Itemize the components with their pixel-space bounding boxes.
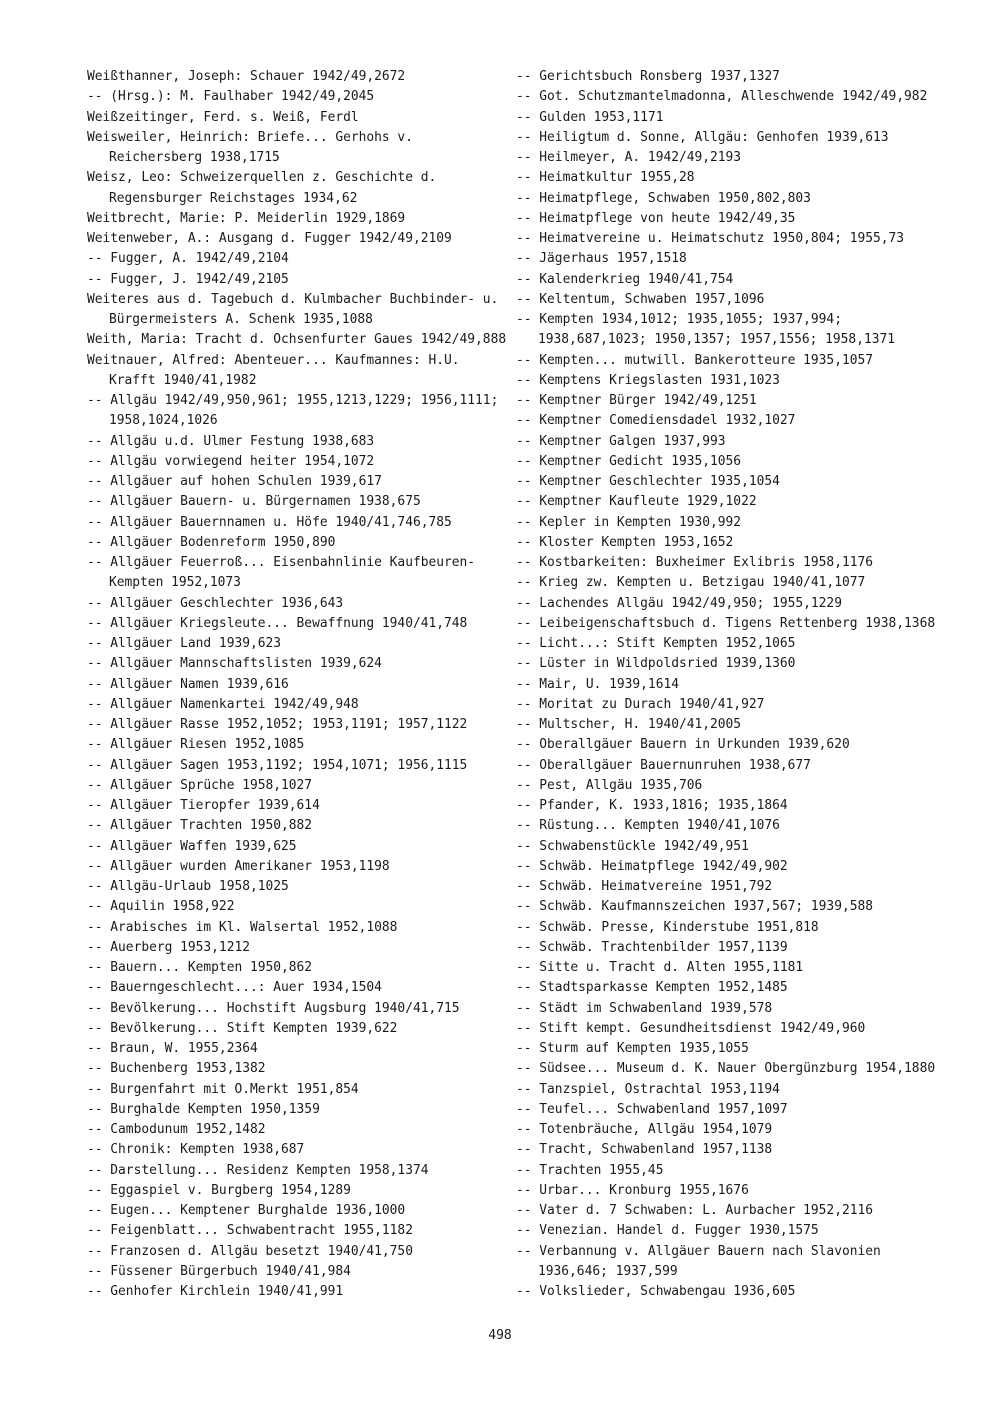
index-entry: -- Vater d. 7 Schwaben: L. Aurbacher 1952,2116 [516,1203,873,1218]
index-entry: -- Fugger, J. 1942/49,2105 [87,271,289,287]
index-entry: -- Aquilin 1958,922 [87,899,235,915]
index-entry: Weisz, Leo: Schweizerquellen z. Geschichte d. Regensburger Reichstages 1934,62 [87,170,437,206]
index-entry: -- Schwäb. Heimatvereine 1951,792 [516,879,773,894]
index-entry: -- Kemptens Kriegslasten 1931,1023 [516,372,780,388]
index-entry: -- Heimatkultur 1955,28 [516,170,695,186]
index-entry: -- Volkslieder, Schwabengau 1936,605 [516,1284,796,1299]
right-column [516,67,936,1302]
index-entry: -- Kalenderkrieg 1940/41,754 [516,271,734,287]
index-entry: -- Braun, W. 1955,2364 [87,1041,258,1056]
index-entry: -- Fugger, A. 1942/49,2104 [87,251,289,267]
index-entry: -- Tanzspiel, Ostrachtal 1953,1194 [516,1081,780,1097]
index-entry: -- Teufel... Schwabenland 1957,1097 [516,1101,788,1117]
index-entry: -- Buchenberg 1953,1382 [87,1061,266,1077]
index-entry: -- Allgäuer Riesen 1952,1085 [87,737,305,753]
page-number: 498 [488,1328,512,1343]
index-entry: -- Kostbarkeiten: Buxheimer Exlibris 1958,1176 [516,555,873,570]
index-entry: -- Darstellung... Residenz Kempten 1958,1374 [87,1162,429,1178]
index-entry: -- Südsee... Museum d. K. Nauer Obergünzburg 1954,1880 [516,1061,936,1077]
index-entry: -- Lüster in Wildpoldsried 1939,1360 [516,656,796,672]
index-entry: -- Allgäuer Tieropfer 1939,614 [87,798,320,813]
index-entry: -- Heimatvereine u. Heimatschutz 1950,804; 1955,73 [516,231,905,246]
index-entry: -- Heimatpflege von heute 1942/49,35 [516,210,796,226]
index-entry: -- Burghalde Kempten 1950,1359 [87,1101,320,1117]
index-entry: -- Got. Schutzmantelmadonna, Alleschwende 1942/49,982 [516,89,928,105]
index-entry: -- Genhofer Kirchlein 1940/41,991 [87,1284,344,1299]
index-entry: -- Allgäuer Mannschaftslisten 1939,624 [87,656,382,672]
index-entry: -- Schwäb. Presse, Kinderstube 1951,818 [516,919,819,935]
index-entry: -- Allgäuer Bauernnamen u. Höfe 1940/41,746,785 [87,514,452,530]
index-entry: -- Venezian. Handel d. Fugger 1930,1575 [516,1223,819,1239]
index-entry: -- Allgäu u.d. Ulmer Festung 1938,683 [87,433,375,449]
index-entry: -- Gulden 1953,1171 [516,109,664,125]
index-entry: -- Bevölkerung... Stift Kempten 1939,622 [87,1020,398,1036]
index-entry: -- Totenbräuche, Allgäu 1954,1079 [516,1122,773,1137]
index-entry: -- Moritat zu Durach 1940/41,927 [516,696,765,712]
index-entry: Weißzeitinger, Ferd. s. Weiß, Ferdl [87,109,359,125]
index-entry: -- Allgäuer Geschlechter 1936,643 [87,595,344,611]
index-entry: -- Kempten... mutwill. Bankerotteure 1935,1057 [516,352,873,368]
index-entry: -- Mair, U. 1939,1614 [516,676,679,692]
index-entry: -- Allgäuer Sprüche 1958,1027 [87,777,313,793]
index-entry: -- Franzosen d. Allgäu besetzt 1940/41,750 [87,1243,413,1259]
index-entry: -- Burgenfahrt mit O.Merkt 1951,854 [87,1081,359,1097]
index-entry: -- Allgäu 1942/49,950,961; 1955,1213,1229; 1956,1111; 1958,1024,1026 [87,393,499,429]
index-entry: -- Gerichtsbuch Ronsberg 1937,1327 [516,69,780,84]
index-entry: -- Multscher, H. 1940/41,2005 [516,717,742,732]
index-entry: -- Schwäb. Kaufmannszeichen 1937,567; 1939,588 [516,899,873,915]
index-entry: -- Rüstung... Kempten 1940/41,1076 [516,818,780,834]
index-entry: Weitbrecht, Marie: P. Meiderlin 1929,1869 [87,210,406,226]
index-entry: -- Kemptner Geschlechter 1935,1054 [516,474,780,489]
index-entry: -- Auerberg 1953,1212 [87,939,250,955]
index-entry: -- Leibeigenschaftsbuch d. Tigens Rettenberg 1938,1368 [516,615,936,631]
index-entry: -- Allgäuer Bodenreform 1950,890 [87,534,336,550]
index-entry: -- Feigenblatt... Schwabentracht 1955,1182 [87,1223,413,1239]
index-entry: -- Städt im Schwabenland 1939,578 [516,1000,773,1016]
index-entry: -- Allgäuer Namenkartei 1942/49,948 [87,696,359,712]
index-entry: -- Bauerngeschlecht...: Auer 1934,1504 [87,980,382,996]
index-entry: -- Tracht, Schwabenland 1957,1138 [516,1142,773,1158]
index-entry: -- Arabisches im Kl. Walsertal 1952,1088 [87,919,398,935]
index-entry: -- Kemptner Bürger 1942/49,1251 [516,393,757,408]
index-entry: -- Sitte u. Tracht d. Alten 1955,1181 [516,960,804,975]
index-entry: -- Allgäuer Rasse 1952,1052; 1953,1191; 1957,1122 [87,717,468,732]
index-entry: -- Eugen... Kemptener Burghalde 1936,1000 [87,1203,406,1218]
index-entry: -- Pest, Allgäu 1935,706 [516,777,703,793]
index-entry: -- Krieg zw. Kempten u. Betzigau 1940/41,1077 [516,575,866,591]
index-entry: -- Kemptner Comediensdadel 1932,1027 [516,413,796,429]
index-entry: -- Kemptner Kaufleute 1929,1022 [516,494,757,510]
index-entry: -- Chronik: Kempten 1938,687 [87,1142,305,1158]
index-entry: -- Kloster Kempten 1953,1652 [516,534,734,550]
index-entry: -- (Hrsg.): M. Faulhaber 1942/49,2045 [87,89,375,105]
index-entry: -- Allgäu-Urlaub 1958,1025 [87,879,289,894]
index-entry: -- Licht...: Stift Kempten 1952,1065 [516,636,796,651]
index-entry: Weisweiler, Heinrich: Briefe... Gerhohs v. Reichersberg 1938,1715 [87,129,413,165]
index-entry: -- Allgäuer Land 1939,623 [87,636,282,651]
index-entry: -- Allgäuer Kriegsleute... Bewaffnung 1940/41,748 [87,615,468,631]
index-entry: Weiteres aus d. Tagebuch d. Kulmbacher Buchbinder- u. Bürgermeisters A. Schenk 1935,1088 [87,291,499,327]
index-entry: -- Cambodunum 1952,1482 [87,1122,266,1137]
index-entry: -- Oberallgäuer Bauernunruhen 1938,677 [516,757,811,773]
index-entry: -- Kemptner Gedicht 1935,1056 [516,453,742,469]
index-entry: -- Trachten 1955,45 [516,1162,664,1178]
index-entry: Weith, Maria: Tracht d. Ochsenfurter Gaues 1942/49,888 [87,332,507,348]
index-entry: -- Allgäuer wurden Amerikaner 1953,1198 [87,858,390,874]
index-entry: -- Allgäuer Feuerroß... Eisenbahnlinie Kaufbeuren-Kempten 1952,1073 [87,555,476,591]
index-entry: -- Verbannung v. Allgäuer Bauern nach Slavonien 1936,646; 1937,599 [516,1243,881,1279]
index-entry: -- Heilmeyer, A. 1942/49,2193 [516,150,742,165]
index-entry: -- Schwabenstückle 1942/49,951 [516,838,749,854]
index-entry: Weitnauer, Alfred: Abenteuer... Kaufmannes: H.U. Krafft 1940/41,1982 [87,352,460,388]
index-entry: -- Stadtsparkasse Kempten 1952,1485 [516,980,788,996]
index-entry: Weitenweber, A.: Ausgang d. Fugger 1942/49,2109 [87,231,452,246]
index-entry: -- Stift kempt. Gesundheitsdienst 1942/49,960 [516,1020,866,1036]
index-entry: -- Lachendes Allgäu 1942/49,950; 1955,1229 [516,595,842,611]
index-entry: Weißthanner, Joseph: Schauer 1942/49,2672 [87,69,406,84]
index-entry: -- Bauern... Kempten 1950,862 [87,960,313,975]
index-entry: -- Füssener Bürgerbuch 1940/41,984 [87,1263,351,1279]
index-entry: -- Kepler in Kempten 1930,992 [516,514,742,530]
index-entry: -- Urbar... Kronburg 1955,1676 [516,1182,749,1198]
index-entry: -- Jägerhaus 1957,1518 [516,251,687,267]
index-entry: -- Schwäb. Heimatpflege 1942/49,902 [516,858,788,874]
index-entry: -- Allgäuer Trachten 1950,882 [87,818,313,834]
index-entry: -- Heimatpflege, Schwaben 1950,802,803 [516,190,811,206]
index-entry: -- Kemptner Galgen 1937,993 [516,433,726,449]
index-entry: -- Keltentum, Schwaben 1957,1096 [516,291,765,307]
index-entry: -- Sturm auf Kempten 1935,1055 [516,1041,749,1056]
index-entry: -- Pfander, K. 1933,1816; 1935,1864 [516,798,788,813]
index-entry: -- Allgäuer Bauern- u. Bürgernamen 1938,675 [87,494,421,510]
index-entry: -- Schwäb. Trachtenbilder 1957,1139 [516,939,788,955]
left-column [87,67,507,1302]
index-entry: -- Allgäuer Namen 1939,616 [87,676,289,692]
index-entry: -- Oberallgäuer Bauern in Urkunden 1939,620 [516,737,850,753]
index-entry: -- Heiligtum d. Sonne, Allgäu: Genhofen 1939,613 [516,129,889,145]
index-entry: -- Eggaspiel v. Burgberg 1954,1289 [87,1182,351,1198]
index-entry: -- Kempten 1934,1012; 1935,1055; 1937,994; 1938,687,1023; 1950,1357; 1957,1556; 1958,1371 [516,312,895,348]
index-entry: -- Allgäuer auf hohen Schulen 1939,617 [87,474,382,489]
index-entry: -- Bevölkerung... Hochstift Augsburg 1940/41,715 [87,1000,460,1016]
index-entry: -- Allgäuer Waffen 1939,625 [87,838,297,854]
index-entry: -- Allgäu vorwiegend heiter 1954,1072 [87,453,375,469]
index-entry: -- Allgäuer Sagen 1953,1192; 1954,1071; 1956,1115 [87,757,468,773]
